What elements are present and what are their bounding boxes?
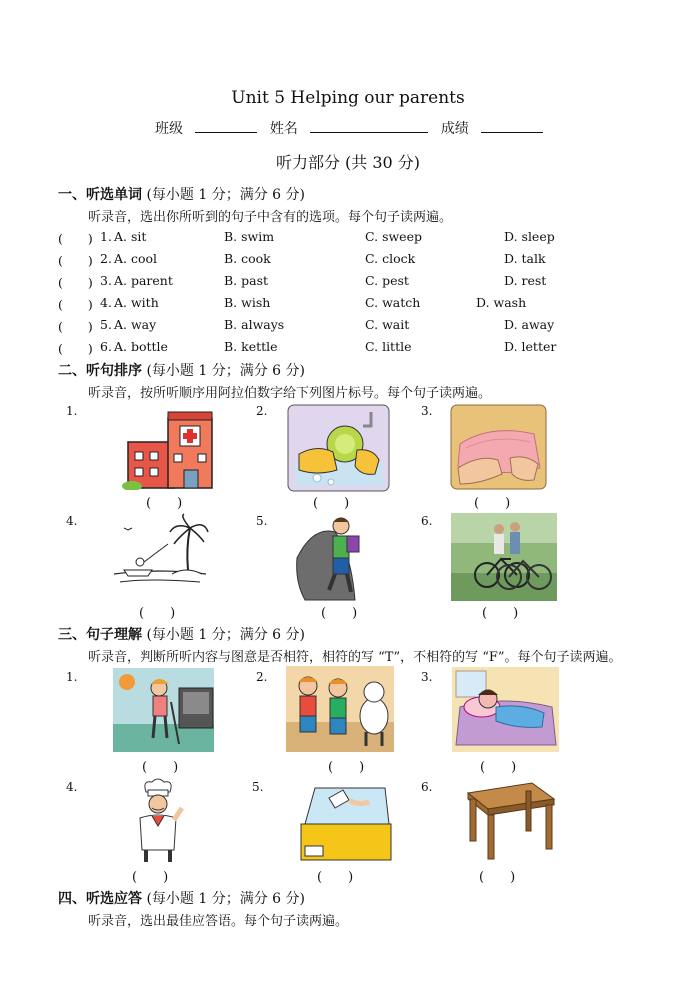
option-c: C. pest — [365, 273, 409, 288]
answer-paren[interactable]: ( ) — [58, 253, 93, 268]
option-d: D. sleep — [504, 229, 555, 244]
question-number: 4. — [100, 295, 112, 310]
question-row — [58, 273, 658, 291]
picture-number: 1. — [66, 670, 78, 684]
picture-number: 6. — [421, 514, 433, 528]
class-blank[interactable] — [195, 118, 257, 133]
question-row — [58, 229, 658, 247]
score-blank[interactable] — [481, 118, 543, 133]
option-b: B. past — [224, 273, 269, 288]
picture-number: 4. — [66, 514, 78, 528]
answer-paren[interactable]: ( ) — [474, 496, 511, 511]
option-a: A. bottle — [114, 339, 168, 354]
answer-paren[interactable]: ( ) — [58, 319, 93, 334]
picture-number: 6. — [421, 780, 433, 794]
name-blank[interactable] — [310, 118, 428, 133]
section3-heading: 三、句子理解 (每小题 1 分；满分 6 分) — [58, 627, 305, 643]
question-number: 6. — [100, 339, 112, 354]
answer-paren[interactable]: ( ) — [328, 760, 365, 775]
picture-number: 1. — [66, 404, 78, 418]
fishing-island-picture — [110, 512, 210, 592]
chef-picture — [130, 778, 186, 864]
section4-heading: 四、听选应答 (每小题 1 分；满分 6 分) — [58, 891, 305, 907]
question-number: 1. — [100, 229, 112, 244]
listening-subtitle: 听力部分 (共 30 分) — [275, 153, 421, 172]
cleaning-window-picture — [299, 780, 392, 861]
picture-number: 3. — [421, 404, 433, 418]
option-c: C. watch — [365, 295, 421, 310]
picture-number: 2. — [256, 404, 268, 418]
option-c: C. little — [365, 339, 412, 354]
table-picture — [462, 779, 557, 865]
answer-paren[interactable]: ( ) — [139, 606, 176, 621]
option-a: A. cool — [114, 251, 158, 266]
picture-number: 5. — [252, 780, 264, 794]
picture-number: 2. — [256, 670, 268, 684]
answer-paren[interactable]: ( ) — [58, 231, 93, 246]
option-a: A. way — [114, 317, 157, 332]
section3-instruction: 听录音，判断所听内容与图意是否相符，相符的写 “T”，不相符的写 “F”。每个句子读两遍。 — [88, 650, 622, 665]
section2-heading: 二、听句排序 (每小题 1 分；满分 6 分) — [58, 363, 305, 379]
hospital-picture — [120, 404, 220, 490]
option-d: D. away — [504, 317, 555, 332]
picture-number: 4. — [66, 780, 78, 794]
option-b: B. always — [224, 317, 285, 332]
picture-number: 3. — [421, 670, 433, 684]
answer-paren[interactable]: ( ) — [482, 606, 519, 621]
option-b: B. swim — [224, 229, 275, 244]
name-label: 姓名 — [269, 121, 298, 137]
option-a: A. sit — [114, 229, 147, 244]
question-row — [58, 295, 658, 313]
kids-with-dog-picture — [286, 666, 394, 752]
girl-cleaning-picture — [113, 668, 214, 752]
answer-paren[interactable]: ( ) — [58, 341, 93, 356]
bicycles-photo — [451, 513, 557, 601]
option-c: C. sweep — [365, 229, 422, 244]
option-d: D. wash — [476, 295, 527, 310]
option-a: A. parent — [114, 273, 173, 288]
question-number: 5. — [100, 317, 112, 332]
answer-paren[interactable]: ( ) — [132, 870, 169, 885]
question-number: 3. — [100, 273, 112, 288]
question-number: 2. — [100, 251, 112, 266]
section1-heading: 一、听选单词 (每小题 1 分；满分 6 分) — [58, 187, 305, 203]
option-d: D. rest — [504, 273, 547, 288]
answer-paren[interactable]: ( ) — [479, 870, 516, 885]
question-row — [58, 339, 658, 357]
option-a: A. with — [114, 295, 159, 310]
answer-paren[interactable]: ( ) — [58, 297, 93, 312]
option-b: B. wish — [224, 295, 271, 310]
question-row — [58, 251, 658, 269]
section4-instruction: 听录音，选出最佳应答语。每个句子读两遍。 — [88, 914, 349, 929]
answer-paren[interactable]: ( ) — [321, 606, 358, 621]
answer-paren[interactable]: ( ) — [317, 870, 354, 885]
option-c: C. clock — [365, 251, 416, 266]
option-d: D. letter — [504, 339, 557, 354]
option-b: B. kettle — [224, 339, 278, 354]
answer-paren[interactable]: ( ) — [58, 275, 93, 290]
making-bed-picture — [450, 404, 547, 490]
answer-paren[interactable]: ( ) — [142, 760, 179, 775]
answer-paren[interactable]: ( ) — [313, 496, 350, 511]
class-label: 班级 — [155, 121, 183, 137]
washing-dishes-picture — [287, 404, 390, 492]
option-c: C. wait — [365, 317, 410, 332]
question-row — [58, 317, 658, 335]
option-b: B. cook — [224, 251, 271, 266]
answer-paren[interactable]: ( ) — [480, 760, 517, 775]
answer-paren[interactable]: ( ) — [146, 496, 183, 511]
option-d: D. talk — [504, 251, 546, 266]
section2-instruction: 听录音，按所听顺序用阿拉伯数字给下列图片标号。每个句子读两遍。 — [88, 386, 492, 401]
climbing-picture — [295, 512, 367, 602]
page-title: Unit 5 Helping our parents — [231, 88, 465, 108]
student-info-fields — [155, 118, 551, 138]
sick-in-bed-picture — [452, 667, 559, 752]
picture-number: 5. — [256, 514, 268, 528]
score-label: 成绩 — [440, 121, 469, 137]
section1-instruction: 听录音，选出你所听到的句子中含有的选项。每个句子读两遍。 — [88, 210, 453, 225]
